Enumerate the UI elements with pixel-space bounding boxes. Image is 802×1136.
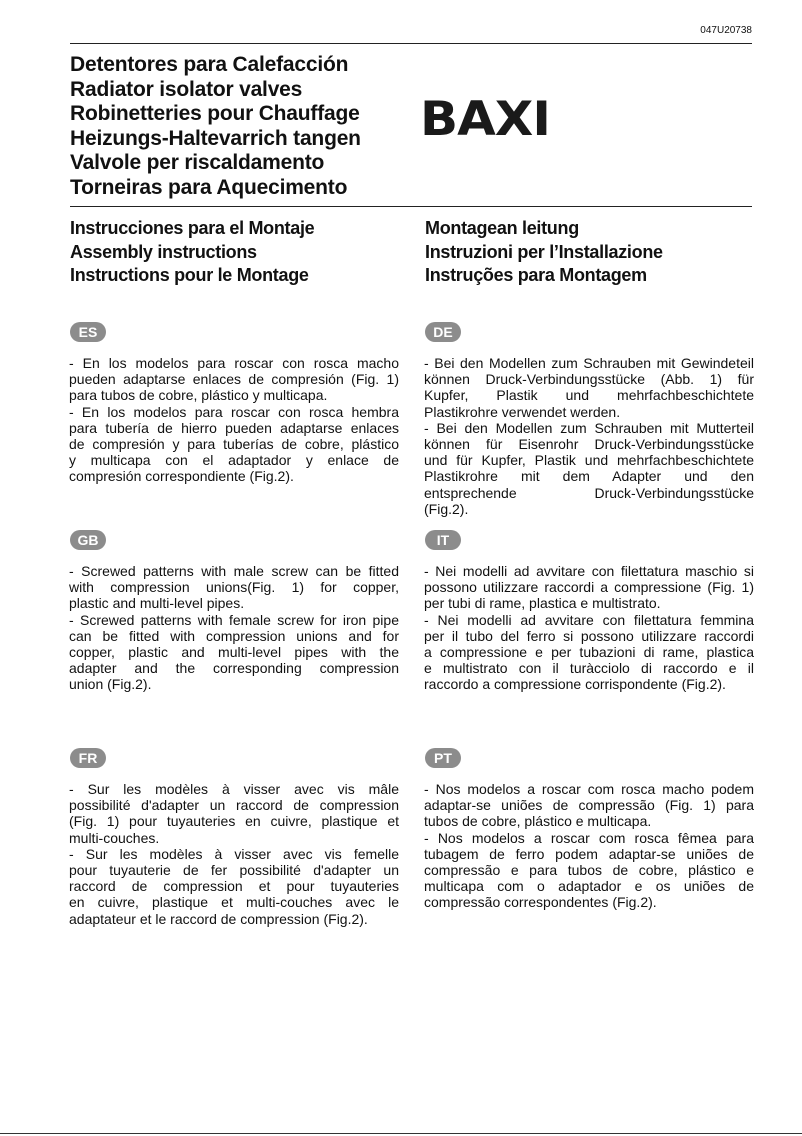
text-line: (Fig. 1) pour tuyauteries en cuivre, plastique et <box>69 813 399 830</box>
text-line: - Bei den Modellen zum Schrauben mit Mutterteil <box>424 419 754 436</box>
instruction-text <box>69 355 399 485</box>
text-line: - Sur les modèles à visser avec vis femelle <box>69 845 399 862</box>
text-line: - Bei den Modellen zum Schrauben mit Gewindeteil <box>424 355 754 371</box>
title-de: Heizungs-Haltevarrich tangen <box>70 126 361 150</box>
document-code: 047U20738 <box>700 25 752 36</box>
language-badge-gb: GB <box>70 530 106 550</box>
text-line: pour tuyauterie de fer possibilité d'adapter un <box>69 862 399 879</box>
text-line: per il tubo del ferro si possono utilizzare raccordi <box>424 627 754 644</box>
text-line: e multistrato con il turàcciolo di raccordo e il <box>424 660 754 677</box>
subtitle-es: Instrucciones para el Montaje <box>70 218 315 238</box>
text-line: multi-couches. <box>69 829 160 846</box>
section-es <box>69 322 399 485</box>
text-line: - Screwed patterns with male screw can be fitted <box>69 563 399 579</box>
subtitle-pt: Instruções para Montagem <box>425 265 647 285</box>
text-line: raccordo a compressione corrispondente (Fig.2). <box>424 676 726 693</box>
title-es: Detentores para Calefacción <box>70 53 349 76</box>
baxi-logo: BAXI <box>420 91 550 147</box>
text-line: compressão correspondentes (Fig.2). <box>424 894 657 911</box>
section-pt <box>424 748 754 911</box>
text-line: raccord de compression et pour tuyauteries <box>69 878 399 895</box>
text-line: para tubería de hierro pueden adaptarse enlaces <box>69 419 399 436</box>
section-fr <box>69 748 399 927</box>
instruction-text <box>424 355 754 517</box>
text-line: compressão e para tubos de cobre, plástico e <box>424 862 754 879</box>
title-it: Valvole per riscaldamento <box>70 151 325 174</box>
text-line: tubagem de ferro podem adaptar-se uniões de <box>424 845 754 862</box>
text-line: a compressione e per tubazioni di rame, plastica <box>424 644 754 661</box>
text-line: copper, plastic and multi-level pipes with the <box>69 644 399 661</box>
text-line: possono utilizzare raccordi a compressione (Fig. 1) <box>424 579 754 596</box>
language-badge-it: IT <box>425 530 461 550</box>
instruction-text <box>424 781 754 911</box>
text-line: possibilité d'adapter un raccord de compression <box>69 797 399 814</box>
text-line: plastic and multi-level pipes. <box>69 595 245 612</box>
text-line: - Sur les modèles à visser avec vis mâle <box>69 781 399 797</box>
text-line: - En los modelos para roscar con rosca hembra <box>69 403 399 420</box>
title-en: Radiator isolator valves <box>70 77 303 101</box>
subtitle-it: Instruzioni per l’Installazione <box>425 241 663 262</box>
text-line: Plastikrohre verwendet werden. <box>424 403 621 420</box>
text-line: para tubos de cobre, plástico y multicapa. <box>69 387 328 404</box>
subtitle-de: Montagean leitung <box>425 218 579 238</box>
text-line: - Nos modelos a roscar com rosca macho podem <box>424 781 754 797</box>
text-line: can be fitted with compression unions and for <box>69 627 399 644</box>
language-badge-fr: FR <box>70 748 106 768</box>
section-de <box>424 322 754 517</box>
language-badge-es: ES <box>70 322 106 342</box>
section-it <box>424 530 754 693</box>
language-badge-pt: PT <box>425 748 461 768</box>
text-line: adapter and the corresponding compression <box>69 660 399 677</box>
text-line: - Nei modelli ad avvitare con filettatura femmina <box>424 611 754 628</box>
footer-rule <box>0 1133 802 1134</box>
subtitles-left <box>70 217 314 288</box>
document-titles <box>70 53 361 200</box>
text-line: Plastikrohre mit dem Adapter und den <box>424 468 754 485</box>
text-line: können für Eisenrohr Druck-Verbindungsstücke <box>424 436 754 453</box>
text-line: compresión correspondiente (Fig.2). <box>69 468 294 485</box>
text-line: entsprechende Druck-Verbindungsstücke <box>424 484 754 501</box>
instruction-text <box>69 563 399 693</box>
instruction-text <box>69 781 399 927</box>
text-line: - Screwed patterns with female screw for iron pipe <box>69 611 399 628</box>
text-line: - Nos modelos a roscar com rosca fêmea para <box>424 829 754 846</box>
instruction-text <box>424 563 754 693</box>
text-line: en cuivre, plastique et multi-couches avec le <box>69 894 399 911</box>
text-line: with compression unions(Fig. 1) for copper, <box>69 579 399 596</box>
text-line: und für Kupfer, Plastik und mehrfachbeschichtete <box>424 452 754 469</box>
text-line: Kupfer, Plastik und mehrfachbeschichtete <box>424 387 754 404</box>
text-line: adaptateur et le raccord de compression (Fig.2). <box>69 910 368 927</box>
subtitles-right <box>425 217 663 288</box>
language-badge-de: DE <box>425 322 461 342</box>
subtitle-en: Assembly instructions <box>70 241 257 262</box>
text-line: union (Fig.2). <box>69 676 152 693</box>
subtitle-fr: Instructions pour le Montage <box>70 265 309 285</box>
text-line: - Nei modelli ad avvitare con filettatura maschio si <box>424 563 754 579</box>
title-pt: Torneiras para Aquecimento <box>70 175 348 199</box>
section-gb <box>69 530 399 693</box>
text-line: de compresión y para tuberías de cobre, plástico <box>69 436 399 453</box>
title-fr: Robinetteries pour Chauffage <box>70 102 360 125</box>
header-rule <box>70 43 752 44</box>
title-rule <box>70 206 752 207</box>
text-line: können Druck-Verbindungsstücke (Abb. 1) für <box>424 371 754 388</box>
text-line: - En los modelos para roscar con rosca macho <box>69 355 399 371</box>
text-line: pueden adaptarse enlaces de compresión (Fig. 1) <box>69 371 399 388</box>
text-line: y multicapa con el adaptador y enlace de <box>69 452 399 469</box>
text-line: per tubi di rame, plastica e multistrato. <box>424 595 661 612</box>
text-line: adaptar-se uniões de compressão (Fig. 1) para <box>424 797 754 814</box>
text-line: multicapa com o adaptador e os uniões de <box>424 878 754 895</box>
text-line: tubos de cobre, plástico e multicapa. <box>424 813 652 830</box>
text-line: (Fig.2). <box>424 500 469 517</box>
